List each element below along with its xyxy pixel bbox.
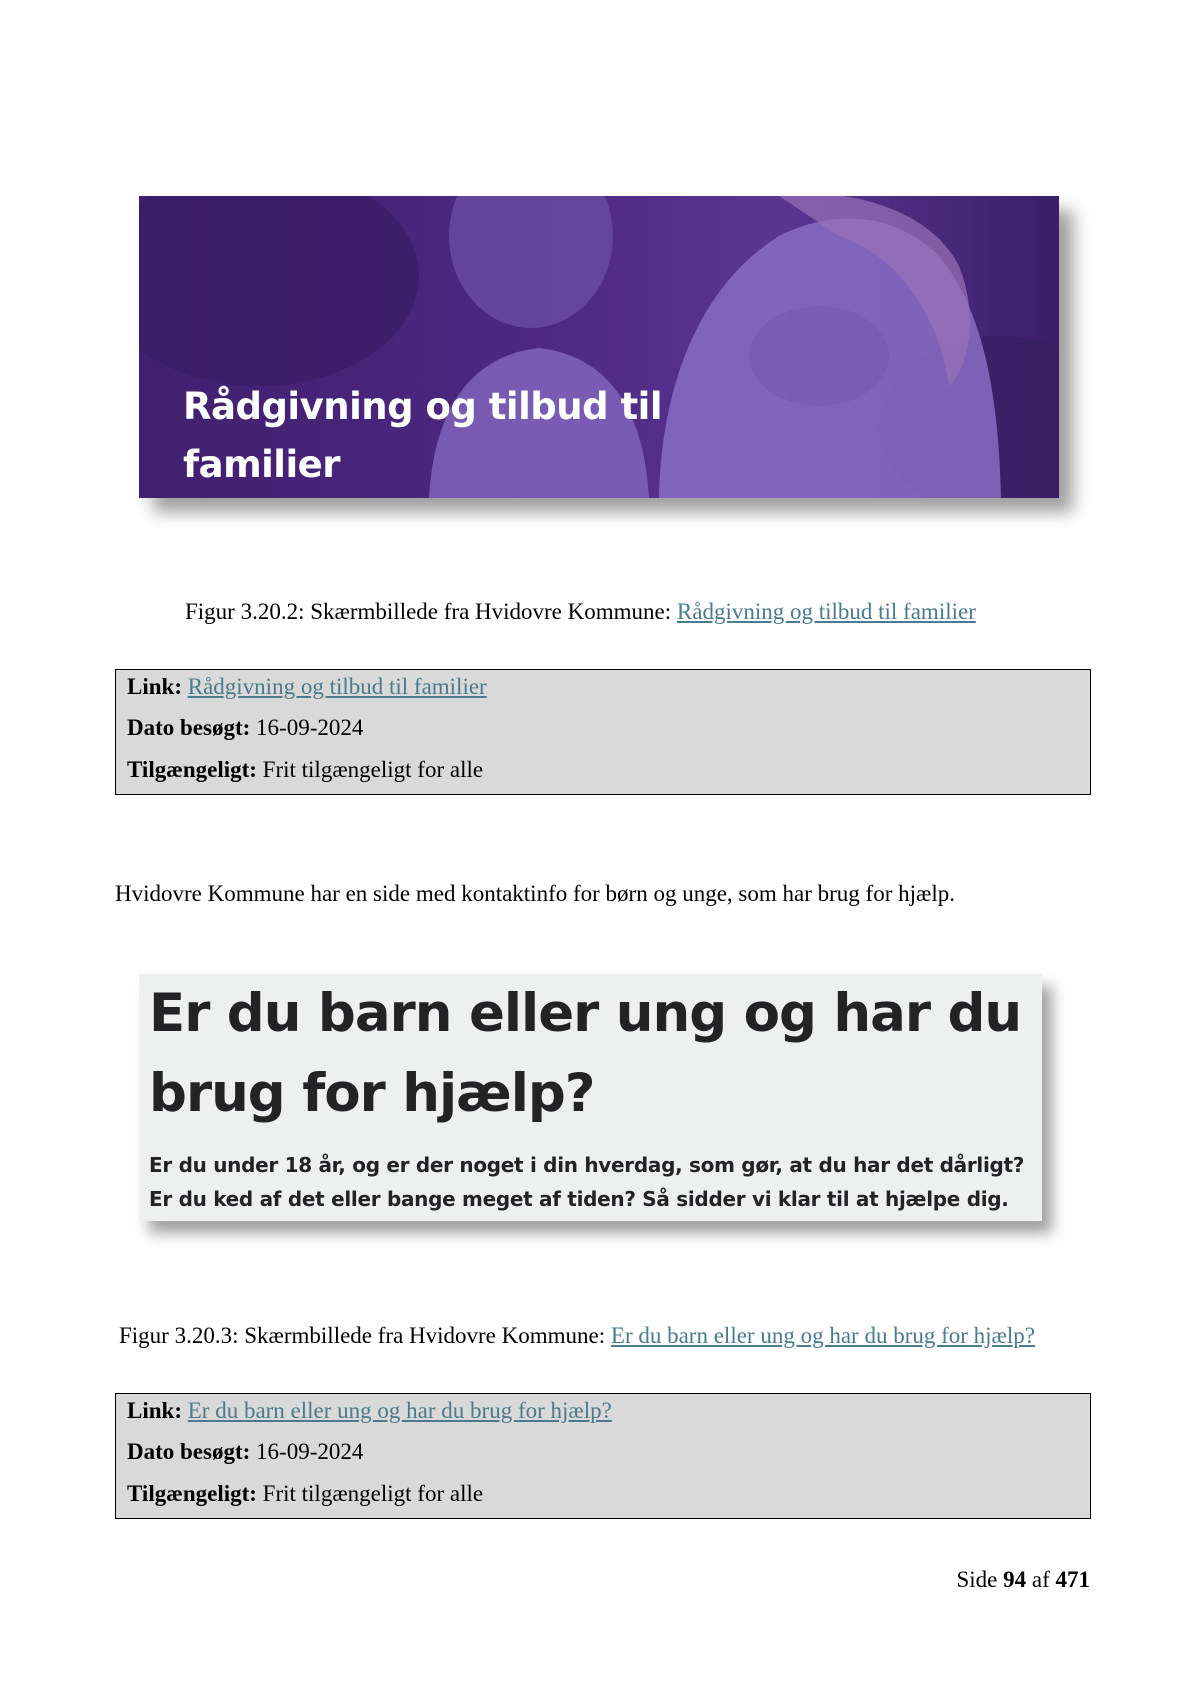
screenshot-heading: Er du barn eller ung og har du brug for hjælp?: [149, 983, 1022, 1124]
figure-caption-1: [185, 598, 976, 626]
source-link[interactable]: Er du barn eller ung og har du brug for hjælp?: [187, 1398, 612, 1423]
access-label: Tilgængeligt:: [127, 757, 257, 782]
source-info-box-2: [115, 1393, 1091, 1519]
date-row: [127, 714, 363, 742]
page-separator: af: [1031, 1567, 1050, 1592]
banner-screenshot: [139, 196, 1059, 498]
caption-link[interactable]: Rådgivning og tilbud til familier: [676, 599, 976, 624]
date-value: 16-09-2024: [256, 715, 364, 740]
page-current: 94: [1003, 1567, 1027, 1592]
banner-title: Rådgivning og tilbud til familier: [183, 385, 663, 486]
caption-link[interactable]: Er du barn eller ung og har du brug for hjælp?: [610, 1323, 1035, 1348]
page-total: 471: [1055, 1567, 1090, 1592]
heading-screenshot: [139, 974, 1042, 1221]
access-row: [127, 756, 483, 784]
date-value: 16-09-2024: [256, 1439, 364, 1464]
date-row: [127, 1438, 363, 1466]
link-row: [127, 673, 487, 701]
access-value: Frit tilgængeligt for alle: [262, 1481, 484, 1506]
access-row: [127, 1480, 483, 1508]
source-link[interactable]: Rådgivning og tilbud til familier: [187, 674, 487, 699]
body-paragraph: Hvidovre Kommune har en side med kontaktinfo for børn og unge, som har brug for hjælp.: [115, 881, 955, 906]
link-label: Link:: [127, 1398, 182, 1423]
screenshot-subtext: Er du under 18 år, og er der noget i din hverdag, som gør, at du har det dårligt? Er du ked af det eller bange meget af tiden? Så sidder vi klar til at hjælpe dig.: [149, 1153, 1025, 1211]
page-prefix: Side: [956, 1567, 998, 1592]
link-label: Link:: [127, 674, 182, 699]
date-label: Dato besøgt:: [127, 715, 251, 740]
page-number: [956, 1566, 1090, 1594]
access-value: Frit tilgængeligt for alle: [262, 757, 484, 782]
link-row: [127, 1397, 612, 1425]
figure-caption-2: [119, 1322, 1035, 1350]
source-info-box-1: [115, 669, 1091, 795]
access-label: Tilgængeligt:: [127, 1481, 257, 1506]
date-label: Dato besøgt:: [127, 1439, 251, 1464]
caption-text: Figur 3.20.3: Skærmbillede fra Hvidovre Kommune:: [119, 1323, 611, 1348]
caption-text: Figur 3.20.2: Skærmbillede fra Hvidovre Kommune:: [185, 599, 677, 624]
